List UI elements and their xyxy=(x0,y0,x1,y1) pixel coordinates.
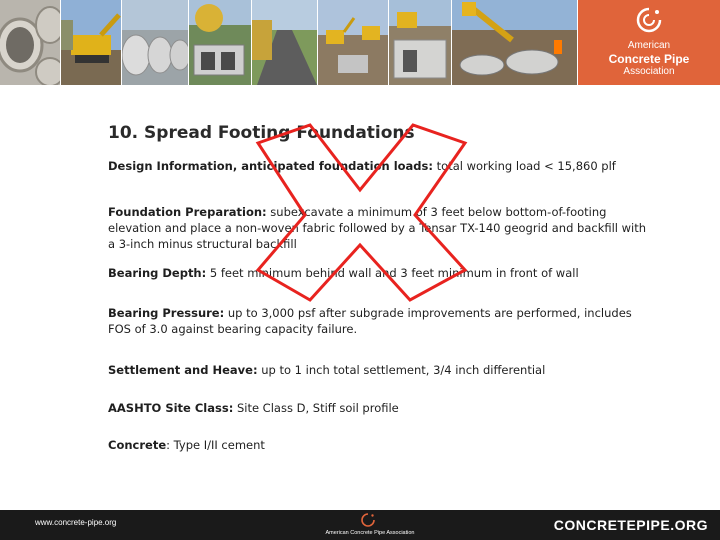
section-design-information xyxy=(108,158,648,174)
section-foundation-preparation xyxy=(108,204,648,252)
section-concrete xyxy=(108,437,648,453)
header-banner xyxy=(0,0,720,85)
slide-content xyxy=(0,85,720,510)
brand-line-3: Association xyxy=(623,66,675,77)
section-label: Settlement and Heave: xyxy=(108,363,258,377)
section-text: up to 1 inch total settlement, 3/4 inch differential xyxy=(257,363,546,377)
header-photo-excavator xyxy=(61,0,121,85)
header-photo-precast-box xyxy=(389,0,451,85)
section-text: subexcavate a minimum of 3 feet below bottom-of-footing elevation and place a non-woven fabric followed by a Tensar TX-140 geogrid and backfill with a 3-inch minus structural backfill xyxy=(108,205,647,251)
section-label: Foundation Preparation: xyxy=(108,205,267,219)
brand-line-2: Concrete Pipe xyxy=(608,52,690,66)
footer-url[interactable]: www.concrete-pipe.org xyxy=(35,518,117,527)
section-text: up to 3,000 psf after subgrade improvements are performed, includes FOS of 3.0 against bearing capacity failure. xyxy=(108,306,632,336)
slide-title: 10. Spread Footing Foundations xyxy=(108,123,415,143)
section-text: Site Class D, Stiff soil profile xyxy=(233,401,399,415)
brand-line-1: American xyxy=(627,40,671,51)
section-text: total working load < 15,860 plf xyxy=(433,159,616,173)
acpa-logo-icon xyxy=(635,6,663,34)
header-photo-pipe-install xyxy=(452,0,577,85)
section-label: Bearing Pressure: xyxy=(108,306,225,320)
header-photo-pipes xyxy=(0,0,60,85)
section-label: Design Information, anticipated foundation loads: xyxy=(108,159,433,173)
header-photo-box-culvert xyxy=(189,0,251,85)
section-text: 5 feet minimum behind wall and 3 feet minimum in front of wall xyxy=(206,266,579,280)
section-label: AASHTO Site Class: xyxy=(108,401,234,415)
section-settlement-heave xyxy=(108,362,648,378)
footer-brand-text: American Concrete Pipe Association xyxy=(325,530,415,536)
section-aashto-site-class xyxy=(108,400,648,416)
footer-logo-icon xyxy=(360,512,376,528)
section-bearing-pressure xyxy=(108,305,648,337)
section-bearing-depth xyxy=(108,265,648,281)
section-label: Concrete xyxy=(108,438,167,452)
header-photo-excavators-site xyxy=(318,0,388,85)
header-photo-pipe-row xyxy=(122,0,188,85)
section-label: Bearing Depth: xyxy=(108,266,207,280)
footer-bar xyxy=(0,510,720,540)
footer-site[interactable]: CONCRETEPIPE.ORG xyxy=(553,517,708,533)
section-text: : Type I/II cement xyxy=(166,438,265,452)
header-photo-road xyxy=(252,0,317,85)
acpa-brand-panel xyxy=(578,0,720,85)
